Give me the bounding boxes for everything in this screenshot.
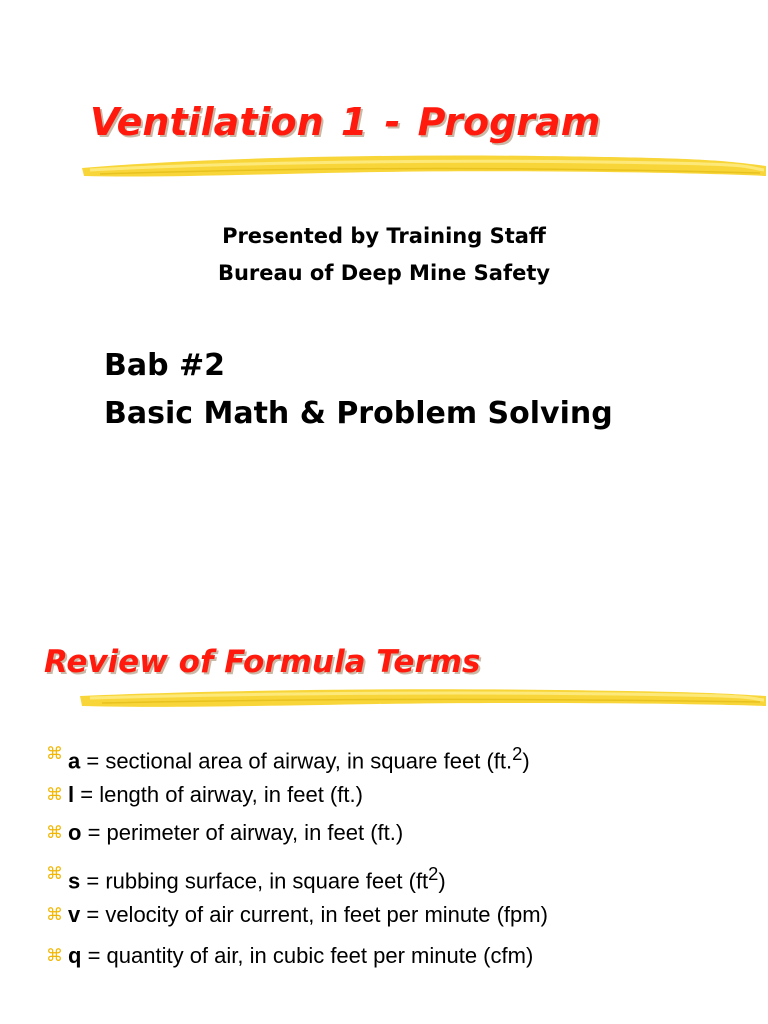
- command-key-icon: ⌘: [46, 864, 63, 883]
- chapter-label: Bab #2: [104, 348, 226, 383]
- list-item: ⌘ s = rubbing surface, in square feet $(ft^2)$: [46, 858, 548, 899]
- list-item: ⌘ l = length of airway, in feet (ft.): [46, 779, 548, 817]
- command-key-icon: ⌘: [46, 946, 63, 965]
- presenter-line: Presented by Training Staff: [222, 224, 546, 248]
- list-item: ⌘ o = perimeter of airway, in feet (ft.): [46, 817, 548, 858]
- chapter-title: Basic Math & Problem Solving: [104, 396, 613, 431]
- slide-2: [0, 620, 768, 1024]
- command-key-icon: ⌘: [46, 823, 63, 842]
- title-underline-brush: [78, 686, 768, 712]
- title-underline-brush: [80, 146, 768, 186]
- organization-line: Bureau of Deep Mine Safety: [217, 261, 551, 285]
- command-key-icon: ⌘: [46, 744, 63, 763]
- command-key-icon: ⌘: [46, 905, 63, 924]
- slide-title: Review of Formula Terms: [44, 644, 481, 680]
- formula-terms-list: [46, 738, 548, 981]
- slide-title: Ventilation 1 - Program: [90, 100, 601, 144]
- list-item: ⌘ a = sectional area of airway, in square feet (ft.$^2$): [46, 738, 548, 779]
- command-key-icon: ⌘: [46, 785, 63, 804]
- list-item: ⌘ v = velocity of air current, in feet per minute (fpm): [46, 899, 548, 940]
- list-item: ⌘ q = quantity of air, in cubic feet per minute (cfm): [46, 940, 548, 981]
